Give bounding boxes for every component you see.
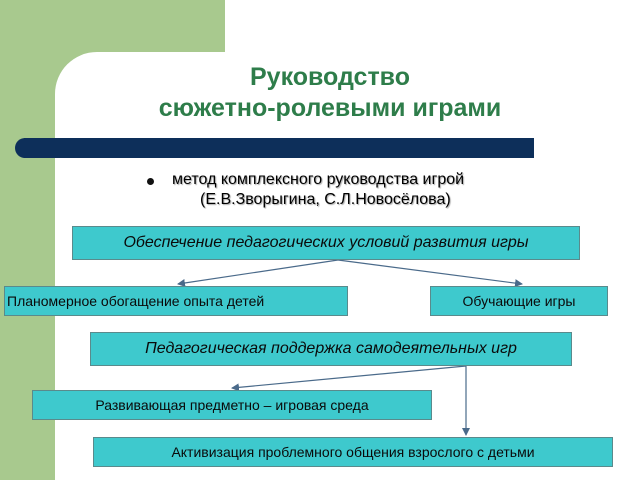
box-environment: Развивающая предметно – игровая среда xyxy=(32,390,432,420)
box-enrichment: Планомерное обогащение опыта детей xyxy=(4,286,348,316)
box-teaching-games: Обучающие игры xyxy=(430,286,608,316)
title-line-2: сюжетно-ролевыми играми xyxy=(158,94,502,122)
title-line-1: Руководство xyxy=(249,63,410,91)
box-communication: Активизация проблемного общения взрослого с детьми xyxy=(93,437,613,467)
method-authors: (Е.В.Зворыгина, С.Л.Новосёлова) xyxy=(200,191,451,208)
arrow-to-environment xyxy=(232,366,466,388)
arrow-to-enrichment xyxy=(178,260,338,284)
box-support: Педагогическая поддержка самодеятельных игр xyxy=(90,332,572,366)
method-line-1: метод комплексного руководства игрой xyxy=(172,171,465,188)
box-conditions: Обеспечение педагогических условий развития игры xyxy=(72,226,580,260)
arrow-to-teaching-games xyxy=(338,260,522,284)
